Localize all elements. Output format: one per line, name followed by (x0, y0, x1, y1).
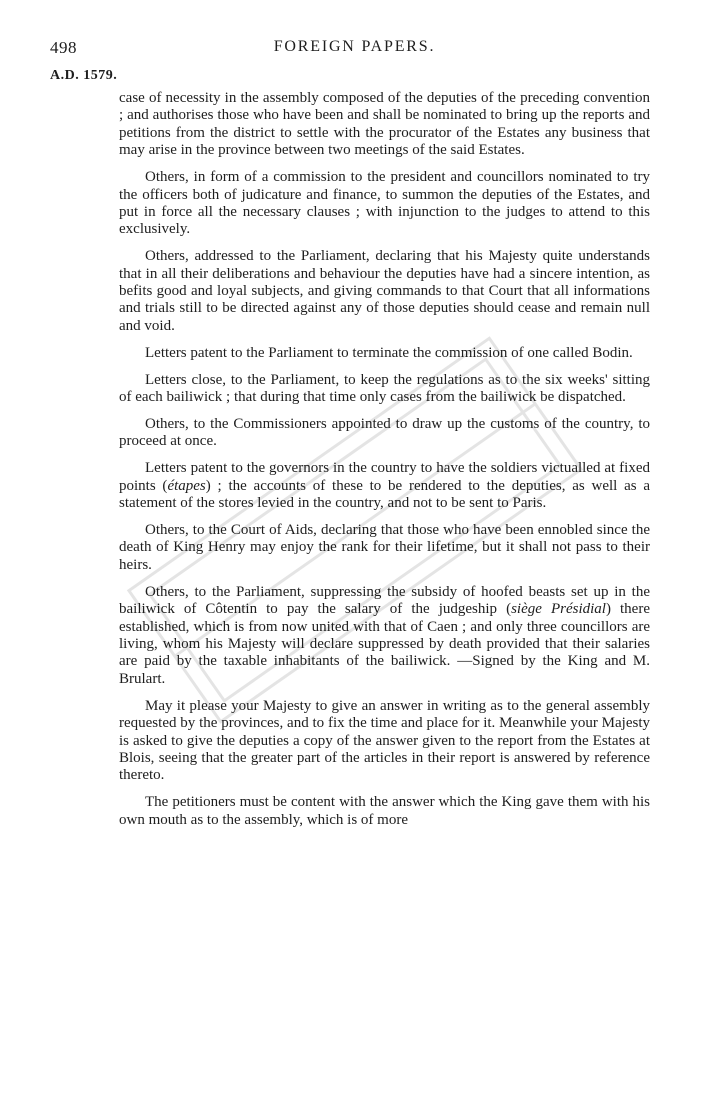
page-number: 498 (50, 38, 77, 57)
paragraph: Others, to the Commissioners appointed to draw up the customs of the country, to proceed at once. (119, 416, 650, 450)
paragraph: Others, to the Parliament, suppressing the subsidy of hoofed beasts set up in the bailiwick of Côtentin to pay the salary of the judgeship (siège Présidial) there established, which is from now united with that of Caen ; and only three councillors are living, whom his Majesty will declare suppressed by death provided that their salaries are paid by the taxable inhabitants of the bailiwick. —Signed by the King and M. Brulart. (119, 583, 650, 687)
margin-year-note: A.D. 1579. (50, 68, 118, 83)
italic-term: étapes (167, 477, 206, 494)
paragraph: Others, to the Court of Aids, declaring that those who have been ennobled since the death of King Henry may enjoy the rank for their lifetime, but it shall not pass to their heirs. (119, 522, 650, 573)
paragraph: The petitioners must be content with the answer which the King gave them with his own mouth as to the assembly, which is of more (119, 794, 650, 828)
paragraph: Letters close, to the Parliament, to keep the regulations as to the six weeks' sitting of each bailiwick ; that during that time only cases from the bailiwick be dispatched. (119, 371, 650, 406)
paragraph: Others, in form of a commission to the president and councillors nominated to try the officers both of judicature and finance, to summon the deputies of the Estates, and put in force all the necessary clauses ; with injunction to the judges to attend to this exclusively. (119, 169, 650, 238)
body-text (119, 90, 650, 829)
paragraph: May it please your Majesty to give an answer in writing as to the general assembly requested by the provinces, and to fix the time and place for it. Meanwhile your Majesty is asked to give the deputies a copy of the answer given to the report from the Estates at Blois, seeing that the greater part of the articles in their report is answered by reference thereto. (119, 697, 650, 784)
paragraph: Others, addressed to the Parliament, declaring that his Majesty quite understands that in all their deliberations and behaviour the deputies have had a sincere intention, as befits good and loyal subjects, and giving commands to that Court that all informations and trials still to be directed against any of those deputies should cease and remain null and void. (119, 248, 650, 334)
paragraph: Letters patent to the governors in the country to have the soldiers victualled at fixed points (étapes) ; the accounts of these to be rendered to the deputies, as well as a statement of the stores levied in the country, and not to be sent to Paris. (119, 460, 650, 512)
paragraph: Letters patent to the Parliament to terminate the commission of one called Bodin. (145, 344, 633, 361)
paragraph: case of necessity in the assembly composed of the deputies of the preceding convention ; and authorises those who have been and shall be nominated to bring up the reports and petitions from the district to settle with the procurator of the Estates any business that may arise in the province between two meetings of the said Estates. (119, 90, 650, 159)
italic-term: siège Présidial (511, 601, 606, 618)
running-title: FOREIGN PAPERS. (273, 38, 436, 55)
